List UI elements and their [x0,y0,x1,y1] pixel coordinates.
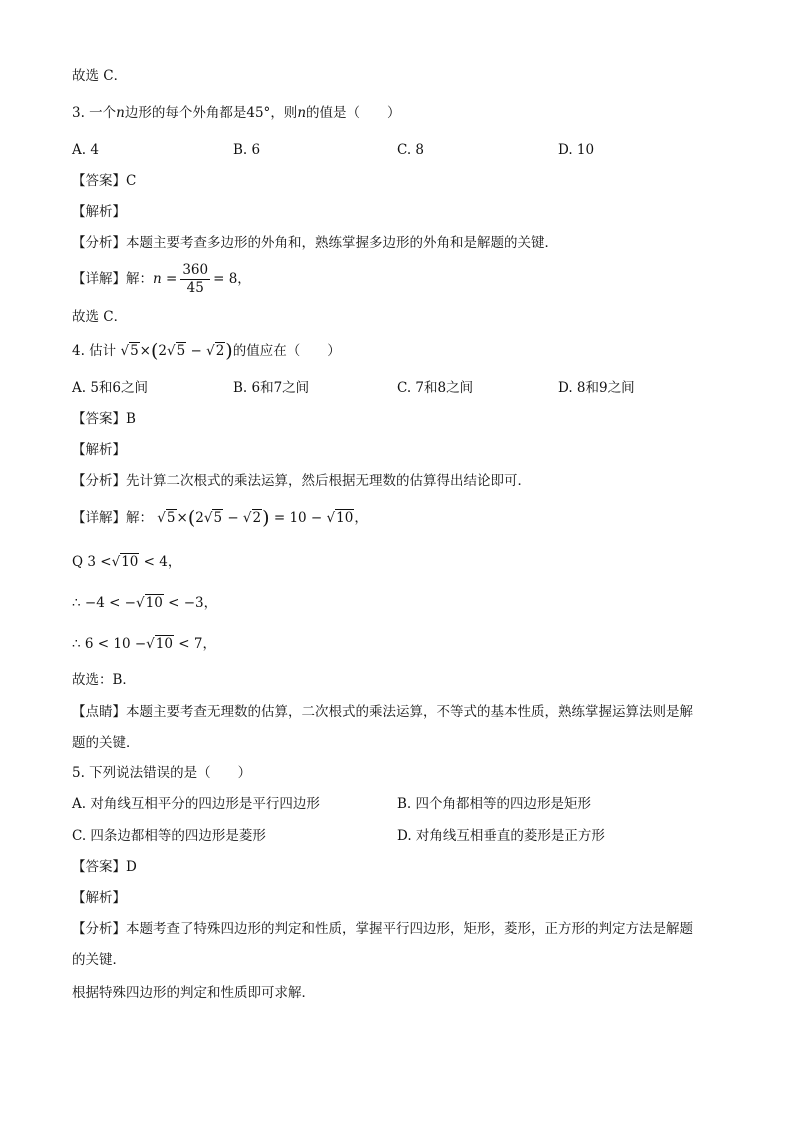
q5-stem: 5. 下列说法错误的是（ ） [72,765,252,781]
q4-stem [72,341,341,361]
step-part: ∴ 6 < 10 − [72,636,147,652]
q3-option-c: C. 8 [397,142,425,158]
fraction [180,262,210,297]
q5-analysis-line1: 【分析】本题考查了特殊四边形的判定和性质，掌握平行四边形，矩形，菱形，正方形的判定方法是解题 [72,921,693,937]
q3-stem-part: 的值是（ ） [306,105,401,121]
q3-stem-part: 边形的每个外角都是 [124,105,247,121]
q3-stem-part: ，则 [270,105,298,121]
step-part: < 7， [178,636,216,652]
q3-answer: 【答案】C [72,173,137,189]
q3-option-a: A. 4 [72,142,99,158]
q4-stem-part: 4. 估计 [72,343,117,359]
q5-option-a: A. 对角线互相平分的四边形是平行四边形 [72,796,320,812]
q5-answer: 【答案】D [72,859,137,875]
var-n: n [116,105,125,121]
detail-label: 【详解】解： [72,510,153,526]
q4-step-2: ∴ −4 < −√10 < −3， [72,595,218,611]
q4-option-c: C. 7和8之间 [397,380,474,396]
q5-analysis-heading: 【解析】 [72,890,126,906]
fraction-numerator: 360 [182,262,209,278]
q4-remark-line1: 【点睛】本题主要考查无理数的估算，二次根式的乘法运算，不等式的基本性质，熟练掌握运算法则是解 [72,704,693,720]
detail-label: 【详解】解： [72,271,153,287]
q4-answer: 【答案】B [72,411,136,427]
q5-option-b: B. 四个角都相等的四边形是矩形 [397,796,592,812]
step-part: ∴ −4 < − [72,595,136,611]
q3-option-b: B. 6 [233,142,261,158]
q3-detail: 【详解】解：n = $\frac{360}{45}$ = 8， [72,262,251,296]
expression: √5×(2√5 − √2) = 10 − √10， [157,507,368,529]
step-part: < 4， [143,554,182,570]
q5-analysis-line2: 的关键． [72,952,126,968]
expression: √5×(2√5 − √2) [120,340,233,362]
detail-result: = 8 [213,271,238,287]
step-part: 3 < [87,554,112,570]
q3-stem-part: 3. 一个 [72,105,117,121]
angle-value: 45° [246,105,271,121]
q4-option-b: B. 6和7之间 [233,380,310,396]
punct: ， [237,271,251,287]
var-n: n [153,271,162,287]
q4-conclusion: 故选：B． [72,672,136,688]
q5-option-d: D. 对角线互相垂直的菱形是正方形 [397,828,605,844]
q4-remark-line2: 题的关键． [72,735,140,751]
q4-detail [72,508,368,528]
q5-solution: 根据特殊四边形的判定和性质即可求解． [72,985,315,1001]
var-n: n [297,105,307,121]
q3-option-d: D. 10 [558,142,595,158]
q4-analysis: 【分析】先计算二次根式的乘法运算，然后根据无理数的估算得出结论即可． [72,473,531,489]
q4-analysis-heading: 【解析】 [72,442,126,458]
q3-conclusion: 故选 C． [72,309,128,325]
q3-stem [72,103,401,123]
q3-analysis-heading: 【解析】 [72,204,126,220]
since-symbol: Q [72,554,84,570]
q4-option-a: A. 5和6之间 [72,380,149,396]
q4-stem-part: 的值应在（ ） [232,343,341,359]
q5-option-c: C. 四条边都相等的四边形是菱形 [72,828,266,844]
q4-step-3: ∴ 6 < 10 −√10 < 7， [72,636,216,652]
fraction-denominator: 45 [186,280,204,296]
step-part: < −3， [168,595,218,611]
q4-step-1: Q 3 <√10 < 4， [72,554,182,570]
q4-option-d: D. 8和9之间 [558,380,635,396]
q2-conclusion: 故选 C． [72,68,128,84]
q3-analysis: 【分析】本题主要考查多边形的外角和，熟练掌握多边形的外角和是解题的关键． [72,235,558,251]
